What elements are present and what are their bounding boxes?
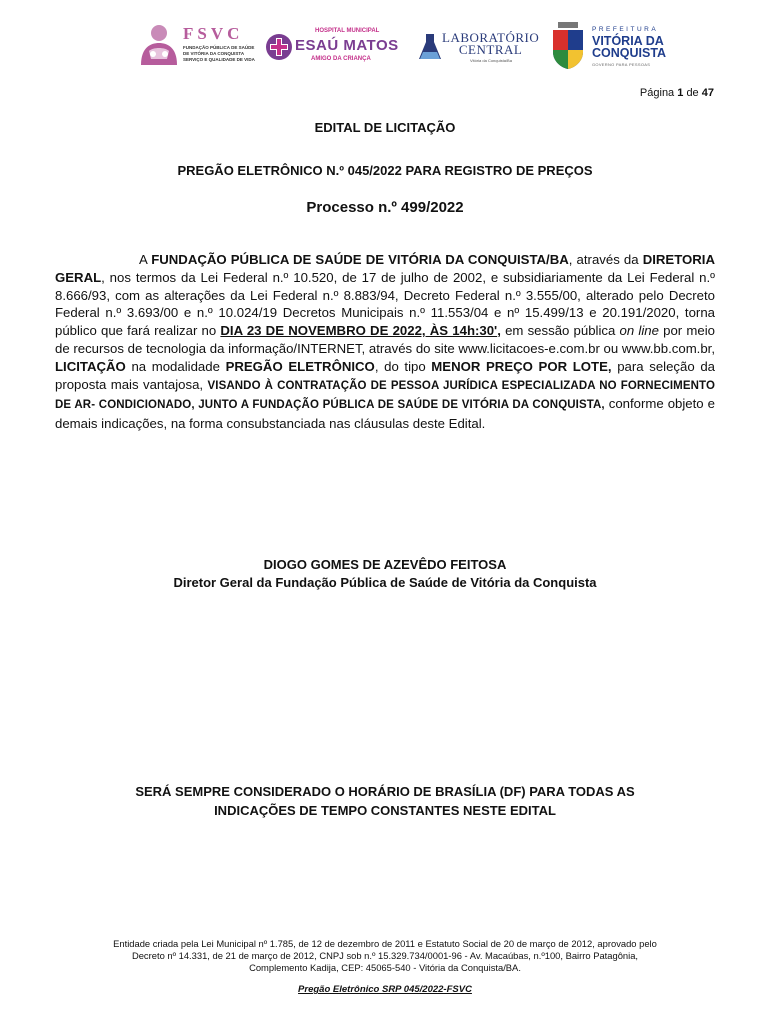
footer-entity-info: Entidade criada pela Lei Municipal nº 1.785, de 12 de dezembro de 2011 e Estatuto Social de 20 de março de 2012, aprovado pelo Decreto nº 14.331, de 21 de março de 2012, CNPJ sob n.º 15.329.734/0001-96 - Av. Macaúbas, n.º100, Bairro Patagônia, Complemento Kadija, CEP: 45065-540 - Vitória da Conquista/BA.	[113, 938, 657, 973]
flask-icon	[418, 32, 442, 62]
signatory-role: Diretor Geral da Fundação Pública de Saúde de Vitória da Conquista	[173, 575, 597, 590]
esau-top-label: HOSPITAL MUNICIPAL	[315, 28, 380, 34]
session-date: DIA 23 DE NOVEMBRO DE 2022, ÀS 14h:30'	[220, 323, 498, 339]
esau-matos-logo	[265, 20, 410, 72]
lab-name: LABORATÓRIO CENTRAL	[442, 30, 540, 57]
time-notice-line2: INDICAÇÕES DE TEMPO CONSTANTES NESTE EDITAL	[214, 803, 556, 818]
document-title: EDITAL DE LICITAÇÃO	[314, 120, 456, 135]
fsvc-emblem-icon	[137, 21, 181, 71]
prefeitura-subtitle: GOVERNO PARA PESSOAS	[592, 62, 651, 67]
page-number: Página 1 de 47	[639, 87, 714, 99]
prefeitura-top-label: PREFEITURA	[592, 26, 659, 33]
document-subtitle: PREGÃO ELETRÔNICO N.º 045/2022 PARA REGISTRO DE PREÇOS	[177, 163, 593, 178]
fsvc-logo	[135, 20, 257, 72]
object-description: VISANDO À CONTRATAÇÃO DE PESSOA JURÍDICA ESPECIALIZADA NO FORNECIMENTO DE AR- CONDICIONADO, JUNTO A FUNDAÇÃO PÚBLICA DE SAÚDE DE VITÓRIA DA CONQUISTA,	[55, 379, 715, 412]
hospital-cross-icon	[265, 32, 293, 62]
header-logos	[135, 20, 675, 72]
process-number: Processo n.º 499/2022	[306, 199, 464, 216]
fsvc-subtitle: FUNDAÇÃO PÚBLICA DE SAÚDE DE VITÓRIA DA CONQUISTA SERVIÇO E QUALIDADE DE VIDA	[183, 45, 255, 62]
time-notice-line1: SERÁ SEMPRE CONSIDERADO O HORÁRIO DE BRASÍLIA (DF) PARA TODAS AS	[135, 784, 635, 799]
intro-paragraph: A FUNDAÇÃO PÚBLICA DE SAÚDE DE VITÓRIA DA CONQUISTA/BA, através da DIRETORIA GERAL, nos termos da Lei Federal n.º 10.520, de 17 de julho de 2002, e subsidiariamente da Lei Federal n.º 8.666/93, com as alterações da Lei Federal n.º 8.883/94, Decreto Federal n.º 3.555/00, alterado pelo Decreto Federal n.º 3.693/00 e n.º 10.024/19 Decretos Municipais n.º 11.553/04 e nº 15.499/13 e 20.191/2020, torna público que fará realizar no DIA 23 DE NOVEMBRO DE 2022, ÀS 14h:30', em sessão pública on line por meio de recursos de tecnologia da informação/INTERNET, através do site www.licitacoes-e.com.br ou www.bb.com.br, LICITAÇÃO na modalidade PREGÃO ELETRÔNICO, do tipo MENOR PREÇO POR LOTE, para seleção da proposta mais vantajosa, VISANDO À CONTRATAÇÃO DE PESSOA JURÍDICA ESPECIALIZADA NO FORNECIMENTO DE AR- CONDICIONADO, JUNTO A FUNDAÇÃO PÚBLICA DE SAÚDE DE VITÓRIA DA CONQUISTA, conforme objeto e demais indicações, na forma consubstanciada nas cláusulas deste Edital.	[55, 252, 715, 432]
footer-reference: Pregão Eletrônico SRP 045/2022-FSVC	[298, 984, 472, 995]
prefeitura-main-label: VITÓRIA DA CONQUISTA	[592, 34, 667, 60]
esau-sub-label: AMIGO DA CRIANÇA	[311, 56, 371, 62]
lab-subtitle: Vitória da Conquista/Ba	[470, 58, 512, 63]
prefeitura-logo	[550, 20, 680, 72]
city-crest-icon	[550, 22, 586, 70]
fsvc-title: FSVC	[183, 24, 244, 43]
signatory-name: DIOGO GOMES DE AZEVÊDO FEITOSA	[263, 557, 507, 572]
laboratorio-central-logo	[418, 20, 543, 72]
esau-main-label: ESAÚ MATOS	[295, 37, 399, 54]
